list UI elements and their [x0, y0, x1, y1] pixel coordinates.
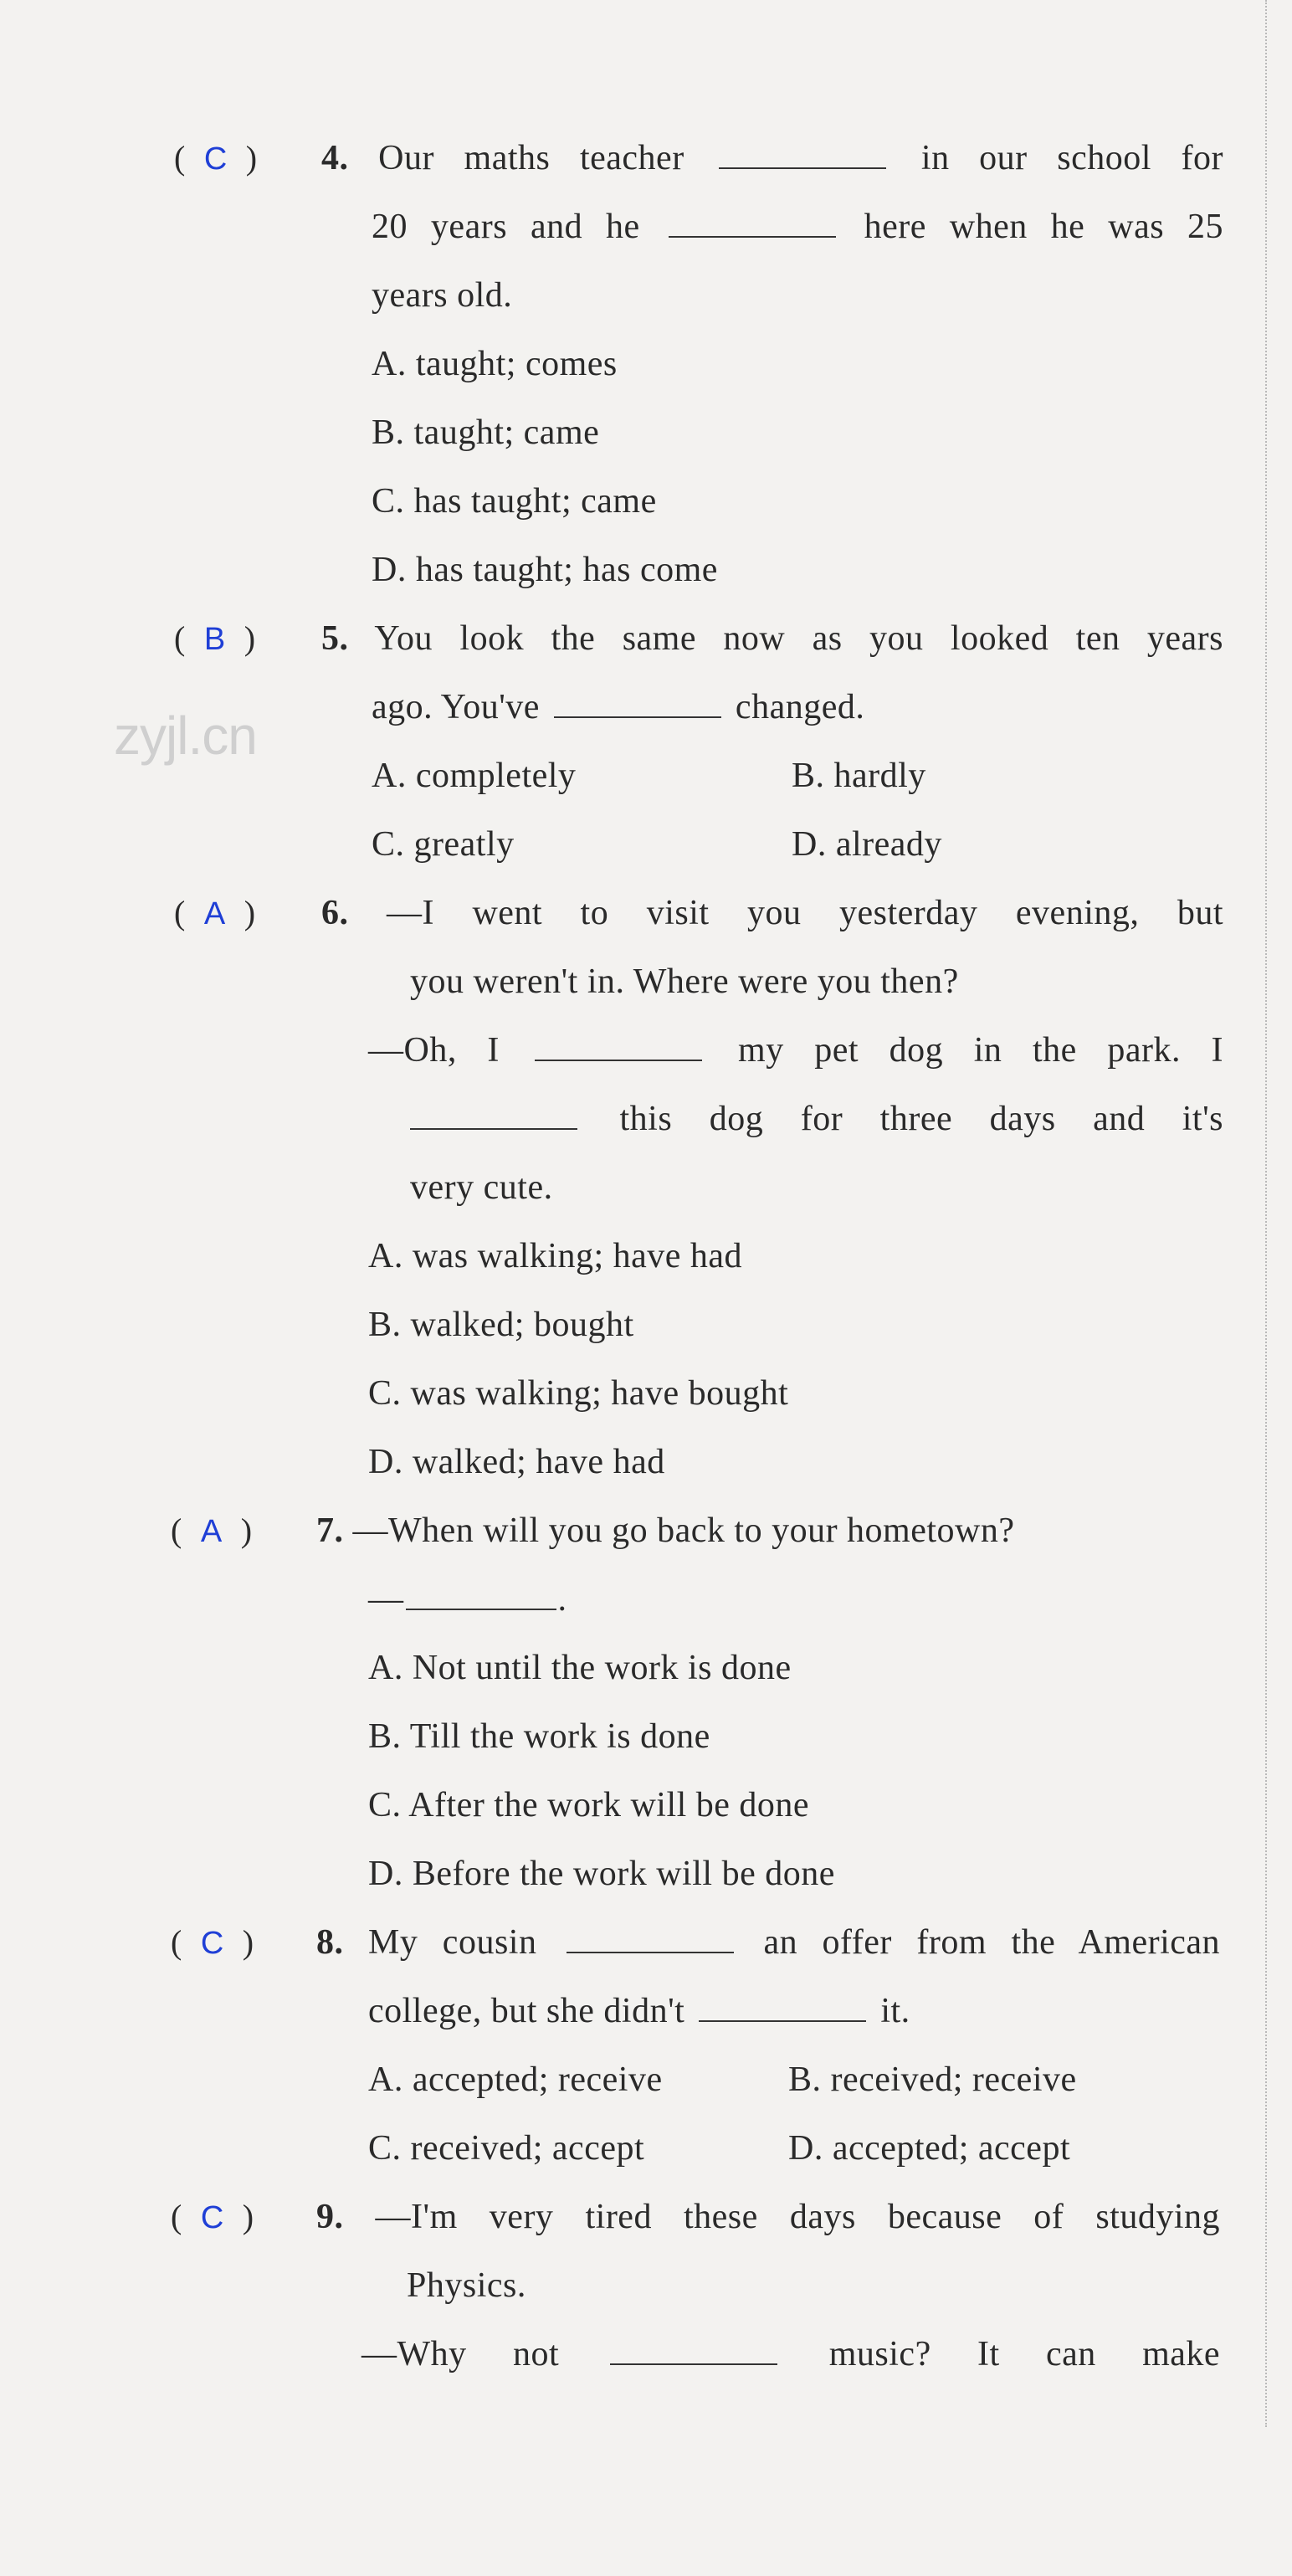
stem-text: —Why not	[361, 2335, 560, 2373]
question-q7-line2	[368, 1577, 567, 1622]
option-q4-c: C. has taught; came	[372, 482, 657, 521]
answer-blank	[699, 1990, 866, 2022]
answer-blank	[535, 1029, 702, 1061]
stem-text: here when he was 25	[864, 208, 1224, 246]
answer-blank	[719, 137, 886, 169]
stem-text: 20 years and he	[372, 208, 640, 246]
option-q5-b: B. hardly	[792, 757, 926, 795]
stem-text: changed.	[735, 688, 865, 726]
option-q6-d: D. walked; have had	[368, 1443, 665, 1481]
stem-text: —	[368, 1580, 404, 1619]
question-q9-line3	[361, 2332, 1220, 2377]
option-q7-b: B. Till the work is done	[368, 1717, 710, 1756]
answer-q9: C	[200, 2200, 224, 2235]
question-q4-line3: years old.	[372, 276, 513, 315]
question-number: 9.	[316, 2198, 344, 2236]
option-q8-b: B. received; receive	[788, 2060, 1077, 2099]
answer-bracket-q5: ( B )	[174, 619, 256, 657]
stem-text: my pet dog in the park. I	[738, 1031, 1224, 1070]
question-q6-line2: you weren't in. Where were you then?	[410, 962, 959, 1001]
stem-text: this dog for three days and it's	[619, 1100, 1224, 1138]
answer-blank	[406, 1578, 556, 1610]
answer-q4: C	[203, 141, 228, 177]
question-q8-line2	[368, 1988, 910, 2034]
question-q6-line5: very cute.	[410, 1168, 553, 1207]
option-q7-a: A. Not until the work is done	[368, 1649, 792, 1687]
option-q6-b: B. walked; bought	[368, 1306, 634, 1344]
question-number: 7.	[316, 1511, 344, 1550]
stem-text: —I went to visit you yesterday evening, but	[386, 894, 1224, 932]
question-q4-line1	[321, 136, 1223, 181]
question-q8-line1	[316, 1920, 1220, 1965]
stem-text: it.	[880, 1992, 910, 2030]
option-q7-d: D. Before the work will be done	[368, 1855, 835, 1893]
stem-text: My cousin	[367, 1923, 537, 1962]
answer-bracket-q7: ( A )	[171, 1511, 253, 1549]
stem-text: college, but she didn't	[368, 1992, 685, 2030]
option-q4-b: B. taught; came	[372, 413, 600, 452]
option-q5-a: A. completely	[372, 757, 577, 795]
watermark: zyjl.cn	[114, 706, 257, 766]
stem-text: ago. You've	[372, 688, 540, 726]
answer-blank	[669, 206, 836, 238]
option-q4-a: A. taught; comes	[372, 345, 618, 383]
answer-q8: C	[200, 1926, 224, 1961]
stem-text: an offer from the American	[763, 1923, 1221, 1962]
question-q5-line2	[372, 685, 864, 730]
stem-text: .	[557, 1580, 567, 1619]
answer-bracket-q9: ( C )	[171, 2198, 254, 2235]
question-number: 6.	[321, 894, 349, 932]
question-q6-line1	[321, 890, 1223, 936]
option-q5-d: D. already	[792, 825, 942, 864]
question-number: 4.	[321, 139, 349, 177]
question-number: 5.	[321, 619, 349, 658]
answer-blank	[554, 686, 721, 718]
stem-text: —When will you go back to your hometown?	[352, 1511, 1015, 1550]
option-q5-c: C. greatly	[372, 825, 515, 864]
answer-blank	[410, 1098, 577, 1130]
stem-text: You look the same now as you looked ten years	[374, 619, 1223, 658]
answer-q5: B	[203, 622, 226, 657]
stem-text: —I'm very tired these days because of studying	[375, 2198, 1220, 2236]
answer-blank	[567, 1922, 734, 1953]
answer-bracket-q4: ( C )	[174, 139, 258, 177]
option-q8-d: D. accepted; accept	[788, 2129, 1071, 2168]
stem-text: Our maths teacher	[378, 139, 684, 177]
answer-q6: A	[203, 896, 226, 931]
question-q5-line1	[321, 616, 1223, 661]
option-q6-c: C. was walking; have bought	[368, 1374, 789, 1413]
answer-blank	[610, 2333, 777, 2365]
option-q8-c: C. received; accept	[368, 2129, 645, 2168]
answer-bracket-q6: ( A )	[174, 894, 256, 931]
question-q6-line4	[410, 1096, 1223, 1142]
answer-q7: A	[200, 1514, 223, 1549]
stem-text: in our school for	[920, 139, 1223, 177]
option-q7-c: C. After the work will be done	[368, 1786, 810, 1824]
option-q6-a: A. was walking; have had	[368, 1237, 743, 1275]
option-q4-d: D. has taught; has come	[372, 551, 718, 589]
question-number: 8.	[316, 1923, 344, 1962]
stem-text: music? It can make	[828, 2335, 1221, 2373]
question-q9-line1	[316, 2194, 1220, 2240]
question-q4-line2	[372, 204, 1223, 249]
question-q9-line2: Physics.	[407, 2266, 526, 2305]
answer-bracket-q8: ( C )	[171, 1923, 254, 1961]
page-edge-dotted-line	[1265, 0, 1267, 2427]
option-q8-a: A. accepted; receive	[368, 2060, 663, 2099]
question-q7-line1	[316, 1508, 1015, 1553]
stem-text: —Oh, I	[368, 1031, 500, 1070]
question-q6-line3	[368, 1028, 1223, 1073]
